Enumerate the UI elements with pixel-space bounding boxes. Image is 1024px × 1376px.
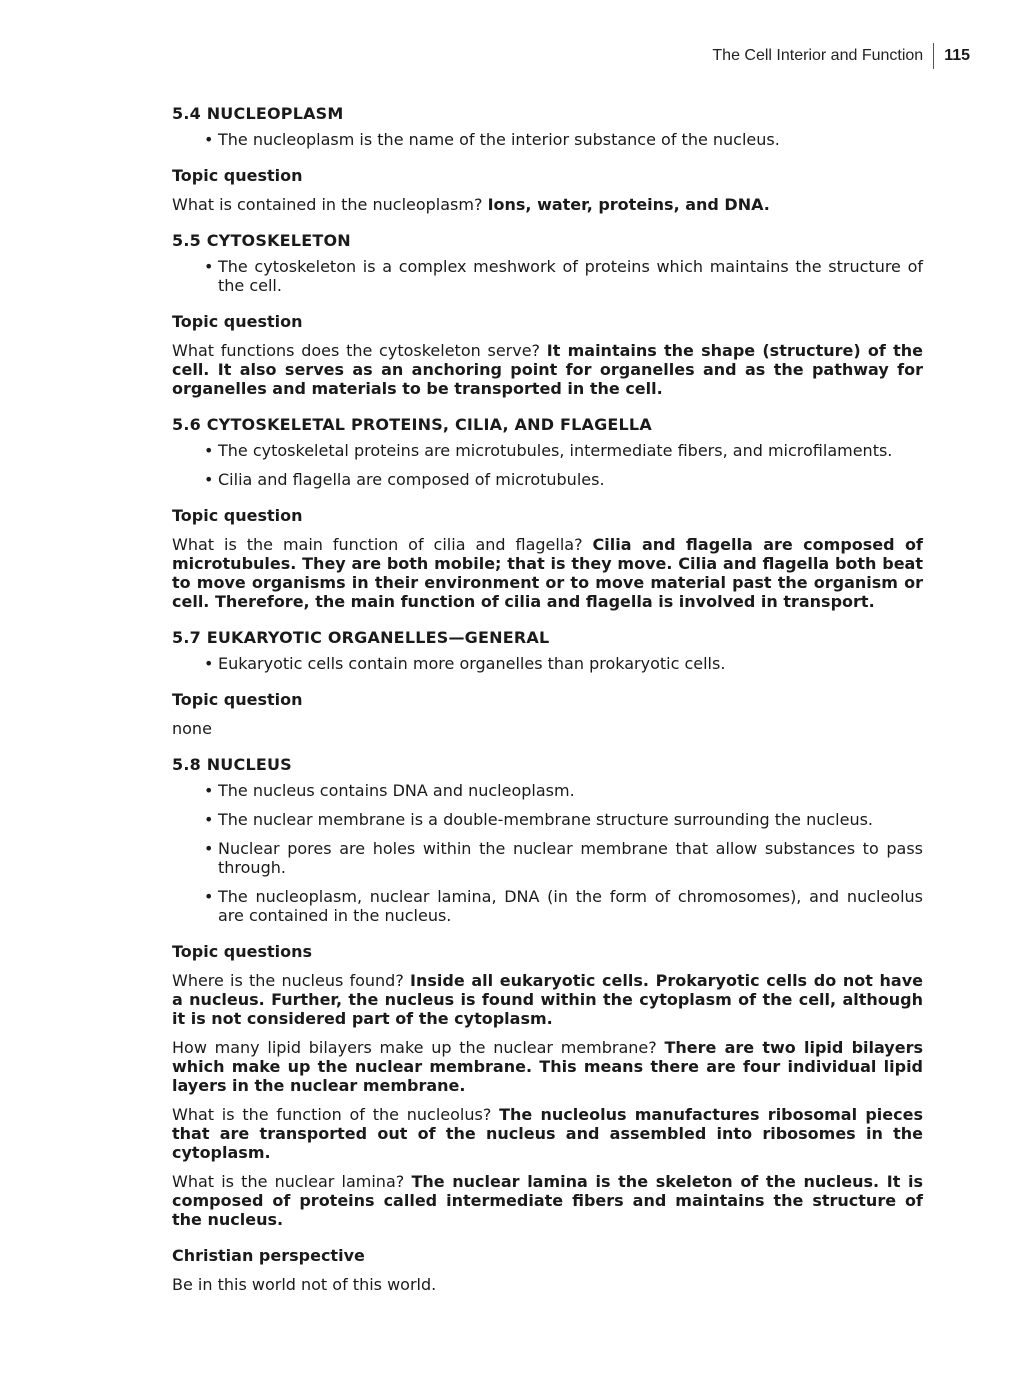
bullet-list	[172, 654, 923, 673]
bullet-list	[172, 781, 923, 925]
topic-qa	[172, 535, 923, 611]
page-number: 115	[944, 47, 970, 64]
section-heading: 5.5 CYTOSKELETON	[172, 231, 351, 250]
bullet-item: • The nuclear membrane is a double-membrane structure surrounding the nucleus.	[204, 810, 923, 829]
topic-question-heading: Topic questions	[172, 942, 313, 961]
bullet-item: • The cytoskeleton is a complex meshwork of proteins which maintains the structure of the cell.	[204, 257, 923, 295]
answer-text: The nucleolus manufactures ribosomal pieces that are transported out of the nucleus and assembled into ribosomes in the cytoplasm.	[172, 1105, 923, 1162]
question-text: What functions does the cytoskeleton serve?	[172, 341, 541, 360]
answer-text: Inside all eukaryotic cells. Prokaryotic cells do not have a nucleus. Further, the nucleus is found within the cytoplasm of the cell, although it is not considered part of the cytoplasm.	[172, 971, 924, 1028]
question-text: What is the function of the nucleolus?	[172, 1105, 492, 1124]
question-text: Where is the nucleus found?	[172, 971, 404, 990]
topic-qa	[172, 195, 923, 214]
topic-qa	[172, 341, 923, 398]
bullet-item: • Cilia and flagella are composed of microtubules.	[204, 470, 923, 489]
bullet-list	[172, 441, 923, 489]
question-text: none	[172, 719, 212, 738]
section-heading: 5.6 CYTOSKELETAL PROTEINS, CILIA, AND FLAGELLA	[172, 415, 652, 434]
question-text: What is the main function of cilia and flagella?	[172, 535, 583, 554]
topic-qa	[172, 1105, 923, 1162]
section-heading: 5.7 EUKARYOTIC ORGANELLES—GENERAL	[172, 628, 550, 647]
christian-perspective-heading: Christian perspective	[172, 1246, 365, 1265]
answer-text: It maintains the shape (structure) of the cell. It also serves as an anchoring point for organelles and as the pathway for organelles and materials to be transported in the cell.	[172, 341, 923, 398]
answer-text: Cilia and flagella are composed of microtubules. They are both mobile; that is they move. Cilia and flagella both beat to move organisms in their environment or to move material past the organism or cell. Therefore, the main function of cilia and flagella is involved in transport.	[172, 535, 923, 611]
topic-question-heading: Topic question	[172, 312, 303, 331]
answer-text: There are two lipid bilayers which make up the nuclear membrane. This means there are four individual lipid layers in the nuclear membrane.	[172, 1038, 923, 1095]
answer-text: Ions, water, proteins, and DNA.	[487, 195, 770, 214]
bullet-item: • Eukaryotic cells contain more organelles than prokaryotic cells.	[204, 654, 923, 673]
bullet-item: • The nucleus contains DNA and nucleoplasm.	[204, 781, 923, 800]
section-heading: 5.4 NUCLEOPLASM	[172, 104, 344, 123]
question-text: What is contained in the nucleoplasm?	[172, 195, 483, 214]
topic-qa	[172, 719, 923, 738]
running-title: The Cell Interior and Function	[712, 47, 924, 64]
bullet-list	[172, 130, 923, 149]
answer-text: The nuclear lamina is the skeleton of the nucleus. It is composed of proteins called intermediate fibers and maintains the structure of the nucleus.	[172, 1172, 924, 1229]
section-heading: 5.8 NUCLEUS	[172, 755, 292, 774]
bullet-item: • The cytoskeletal proteins are microtubules, intermediate fibers, and microfilaments.	[204, 441, 923, 460]
bullet-item: • The nucleoplasm is the name of the interior substance of the nucleus.	[204, 130, 923, 149]
page-body	[172, 104, 923, 1311]
bullet-item: • Nuclear pores are holes within the nuclear membrane that allow substances to pass through.	[204, 839, 923, 877]
question-text: What is the nuclear lamina?	[172, 1172, 405, 1191]
topic-question-heading: Topic question	[172, 506, 303, 525]
topic-qa	[172, 971, 923, 1028]
topic-question-heading: Topic question	[172, 690, 303, 709]
topic-question-heading: Topic question	[172, 166, 303, 185]
running-head	[712, 42, 970, 70]
question-text: How many lipid bilayers make up the nuclear membrane?	[172, 1038, 657, 1057]
topic-qa	[172, 1172, 923, 1229]
topic-qa	[172, 1038, 923, 1095]
bullet-list	[172, 257, 923, 295]
christian-perspective-text: Be in this world not of this world.	[172, 1275, 437, 1294]
bullet-item: • The nucleoplasm, nuclear lamina, DNA (in the form of chromosomes), and nucleolus are contained in the nucleus.	[204, 887, 923, 925]
